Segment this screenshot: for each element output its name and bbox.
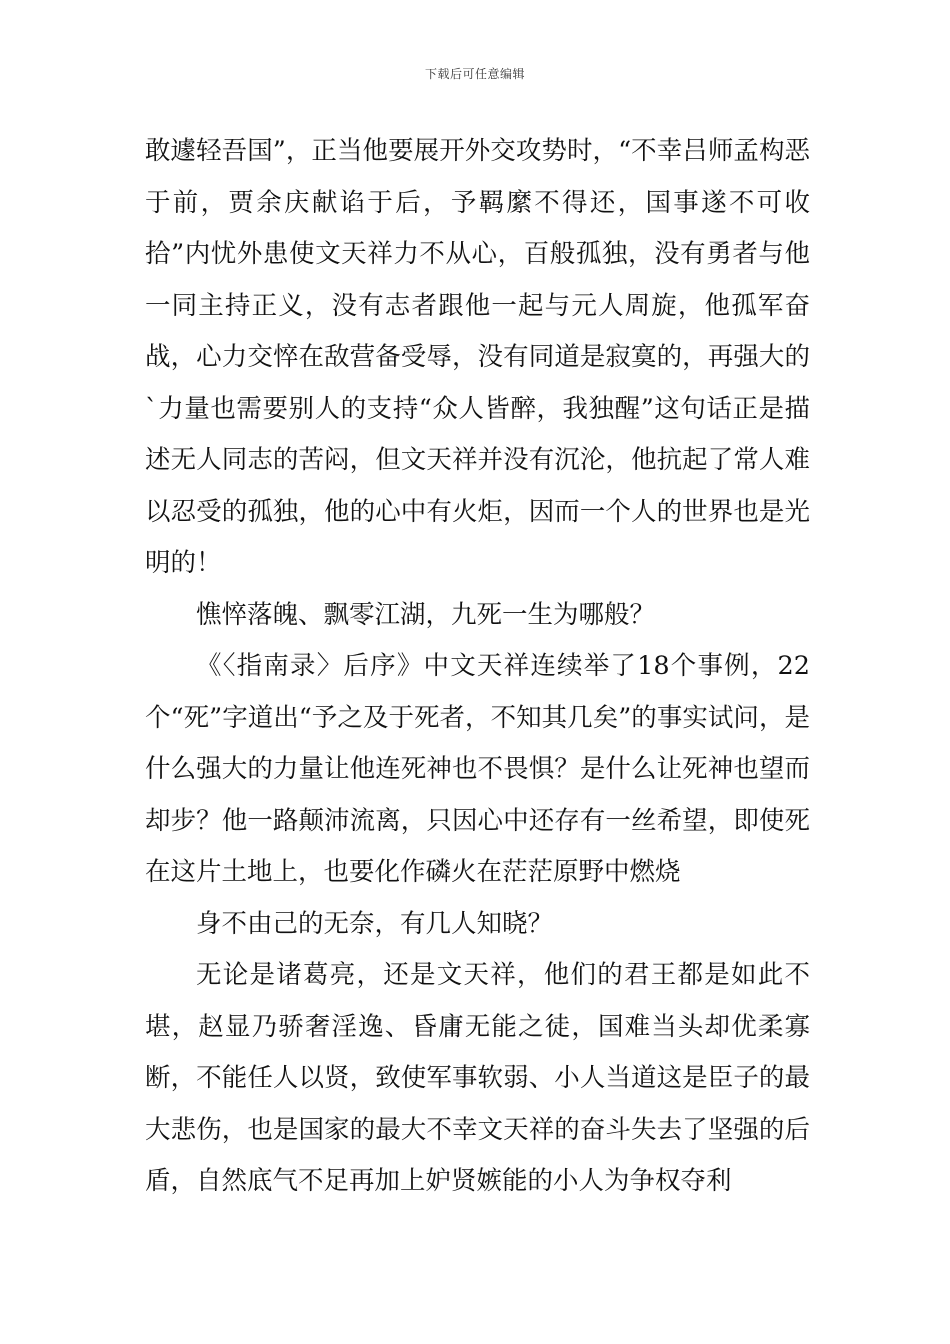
- paragraph: 《〈指南录〉后序》中文天祥连续举了18个事例，22个“死”字道出“予之及于死者，不知其几矣”的事实试问，是什么强大的力量让他连死神也不畏惧？是什么让死神也望而却步？他一路颠沛流离，只因心中还存有一丝希望，即使死在这片土地上，也要化作磷火在茫茫原野中燃烧: [145, 651, 810, 887]
- paragraph: 无论是诸葛亮，还是文天祥，他们的君王都是如此不堪，赵显乃骄奢淫逸、昏庸无能之徒，国难当头却优柔寡断，不能任人以贤，致使军事软弱、小人当道这是臣子的最大悲伤，也是国家的最大不幸文天祥的奋斗失去了坚强的后盾，自然底气不足再加上妒贤嫉能的小人为争权夺利: [145, 960, 810, 1196]
- paragraph: 身不由己的无奈，有几人知晓？: [196, 908, 554, 939]
- document-body: [145, 126, 810, 1208]
- page-header-note: 下载后可任意编辑: [424, 67, 525, 81]
- paragraph-continuation: 敢遽轻吾国”，正当他要展开外交攻势时，“不幸吕师孟构恶于前，贾余庆献谄于后，予羁縻不得还，国事遂不可收拾”内忧外患使文天祥力不从心，百般孤独，没有勇者与他一同主持正义，没有志者跟他一起与元人周旋，他孤军奋战，心力交悴在敌营备受辱，没有同道是寂寞的，再强大的`力量也需要别人的支持“众人皆醉，我独醒”这句话正是描述无人同志的苦闷，但文天祥并没有沉沦，他抗起了常人难以忍受的孤独，他的心中有火炬，因而一个人的世界也是光明的！: [145, 136, 810, 578]
- paragraph: 憔悴落魄、飘零江湖，九死一生为哪般？: [196, 599, 656, 630]
